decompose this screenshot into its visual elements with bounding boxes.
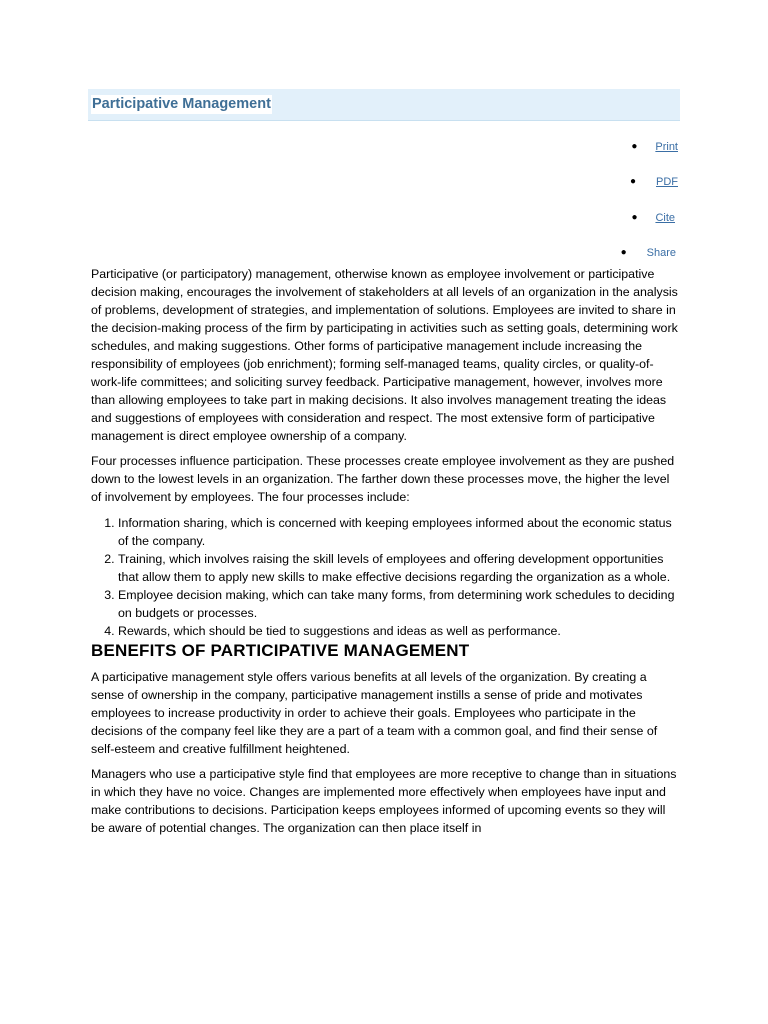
tool-share[interactable]	[620, 246, 676, 260]
bullet-icon: ●	[631, 141, 638, 152]
benefits-paragraph: Managers who use a participative style find that employees are more receptive to change than in situations in which they have no voice. Changes are implemented more effectively when employees have input and make contributions to decisions. Participation keeps employees informed of upcoming events so they will be aware of potential changes. The organization can then place itself in	[91, 767, 677, 835]
page-title: Participative Management	[92, 96, 271, 112]
tool-print[interactable]	[631, 140, 678, 154]
processes-list	[91, 514, 681, 640]
title-bar	[88, 89, 680, 121]
list-item: 1. Information sharing, which is concerned with keeping employees informed about the economic status of the company.	[118, 514, 681, 550]
benefits-paragraph: A participative management style offers various benefits at all levels of the organization. By creating a sense of ownership in the company, participative management instills a sense of pride and motivates employees to increase productivity in order to achieve their goals. Employees who participate in the decisions of the company feel like they are a part of a team with a common goal, and find their sense of self-esteem and creative fulfillment heightened.	[91, 670, 658, 756]
article-body	[91, 265, 681, 844]
bullet-icon: ●	[630, 176, 637, 187]
pdf-link[interactable]: PDF	[656, 176, 678, 188]
list-item: 2. Training, which involves raising the skill levels of employees and offering development opportunities that allow them to apply new skills to make effective decisions regarding the organization as a whole.	[118, 550, 681, 586]
benefits-heading: BENEFITS OF PARTICIPATIVE MANAGEMENT	[91, 641, 470, 660]
bullet-icon: ●	[631, 212, 638, 223]
list-item: 4. Rewards, which should be tied to suggestions and ideas as well as performance.	[118, 622, 681, 640]
bullet-icon: ●	[620, 247, 627, 258]
tool-pdf[interactable]	[630, 175, 678, 189]
processes-intro-paragraph: Four processes influence participation. These processes create employee involvement as they are pushed down to the lowest levels in an organization. The farther down these processes move, the higher the level of involvement by employees. The four processes include:	[91, 454, 675, 504]
list-item: 3. Employee decision making, which can take many forms, from determining work schedules to deciding on budgets or processes.	[118, 586, 681, 622]
print-link[interactable]: Print	[655, 141, 678, 153]
tool-cite[interactable]	[631, 211, 675, 225]
cite-link[interactable]: Cite	[655, 212, 675, 224]
intro-paragraph: Participative (or participatory) management, otherwise known as employee involvement or participative decision making, encourages the involvement of stakeholders at all levels of an organization in the analysis of problems, development of strategies, and implementation of solutions. Employees are invited to share in the decision-making process of the firm by participating in activities such as setting goals, determining work schedules, and making suggestions. Other forms of participative management include increasing the responsibility of employees (job enrichment); forming self-managed teams, quality circles, or quality-of-work-life committees; and soliciting survey feedback. Participative management, however, involves more than allowing employees to take part in making decisions. It also involves management treating the ideas and suggestions of employees with consideration and respect. The most extensive form of participative management is direct employee ownership of a company.	[91, 267, 678, 443]
share-link[interactable]: Share	[646, 247, 676, 259]
